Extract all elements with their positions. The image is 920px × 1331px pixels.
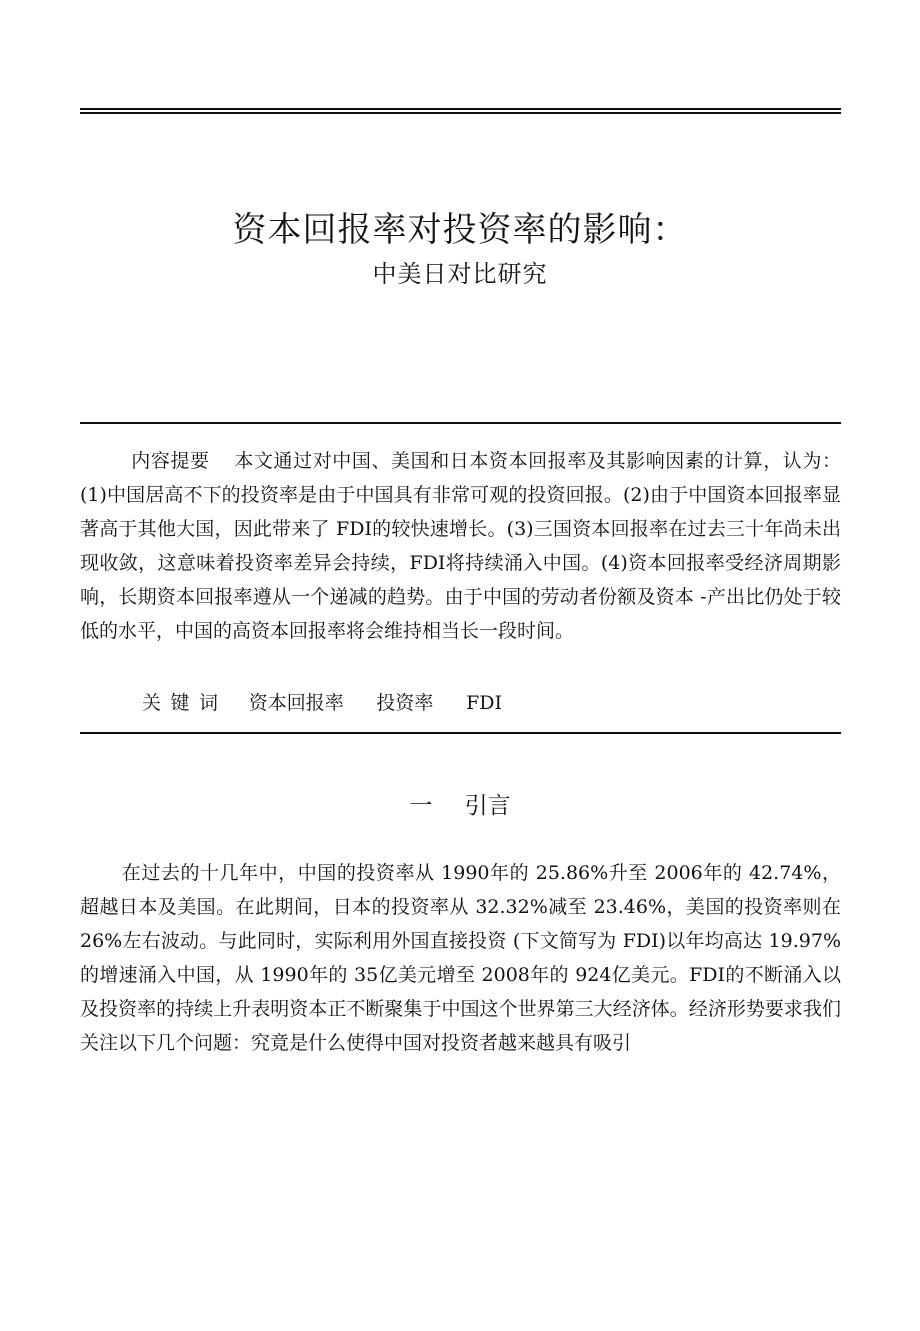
keywords-label: 关键词: [142, 692, 228, 714]
keywords-line: [142, 686, 529, 720]
body-text: [80, 856, 841, 1060]
section-title: 引言: [464, 793, 511, 819]
abstract-label: 内容提要: [131, 450, 210, 472]
section-number: 一: [409, 793, 433, 819]
abstract-bottom-rule: [80, 732, 841, 734]
paper-subtitle: 中美日对比研究: [372, 260, 548, 288]
section-heading: [0, 786, 920, 826]
abstract-text: 本文通过对中国、美国和日本资本回报率及其影响因素的计算，认为：(1)中国居高不下的投资率是由于中国具有非常可观的投资回报。(2)由于中国资本回报率显著高于其他大国，因此带来了 FDI的较快速增长。(3)三国资本回报率在过去三十年尚未出现收敛，这意味着投资率差异会持续，FDI将持续涌入中国。(4)资本回报率受经济周期影响，长期资本回报率遵从一个递减的趋势。由于中国的劳动者份额及资本 -产出比仍处于较低的水平，中国的高资本回报率将会维持相当长一段时间。: [80, 450, 841, 642]
keyword-item: FDI: [466, 692, 502, 714]
header-double-rule: [80, 108, 841, 114]
body-paragraph: 在过去的十几年中，中国的投资率从 1990年的 25.86%升至 2006年的 42.74%，超越日本及美国。在此期间，日本的投资率从 32.32%减至 23.46%，美国的投资率则在 26%左右波动。与此同时，实际利用外国直接投资 (下文简写为 FDI)以年均高达 19.97%的增速涌入中国，从 1990年的 35亿美元增至 2008年的 924亿美元。FDI的不断涌入以及投资率的持续上升表明资本正不断聚集于中国这个世界第三大经济体。经济形势要求我们关注以下几个问题：究竟是什么使得中国对投资者越来越具有吸引: [80, 862, 841, 1054]
keyword-item: 投资率: [376, 692, 434, 714]
abstract-top-rule: [80, 422, 841, 424]
abstract-paragraph: [80, 444, 841, 648]
keyword-item: 资本回报率: [248, 692, 344, 714]
abstract-block: [80, 444, 841, 648]
paper-title: 资本回报率对投资率的影响：: [232, 210, 688, 250]
